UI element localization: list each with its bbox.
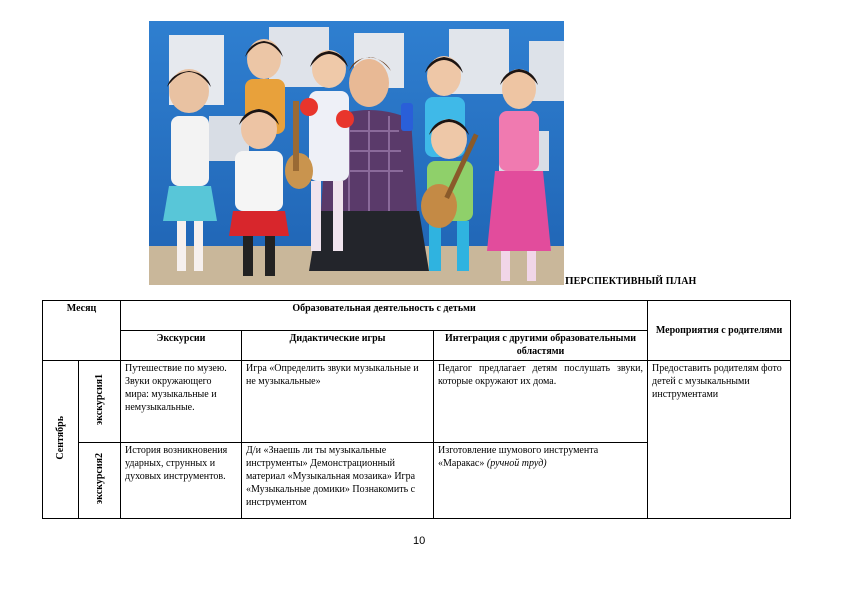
integration-cell: Педагог предлагает детям послушать звуки, которые окружают их дома. bbox=[434, 361, 648, 443]
document-heading: ПЕРСПЕКТИВНЫЙ ПЛАН bbox=[565, 275, 697, 287]
excursion-cell: Путешествие по музею. Звуки окружающего мира: музыкальные и немузыкальные. bbox=[121, 361, 242, 443]
table-row bbox=[43, 361, 791, 443]
page-number: 10 bbox=[413, 535, 426, 547]
group-photo-icon bbox=[149, 21, 564, 285]
parents-cell: Предоставить родителям фото детей с музыкальными инструментами bbox=[648, 361, 791, 519]
games-cell: Игра «Определить звуки музыкальные и не музыкальные» bbox=[242, 361, 434, 443]
header-games: Дидактические игры bbox=[242, 331, 434, 361]
header-activity: Образовательная деятельность с детьми bbox=[121, 301, 648, 331]
row-label-cell bbox=[79, 361, 121, 443]
row-label-cell bbox=[79, 443, 121, 519]
integration-cell: Изготовление шумового инструмента «Маракас» (ручной труд) bbox=[434, 443, 648, 519]
header-month: Месяц bbox=[43, 301, 121, 361]
month-label: Сентябрь bbox=[55, 415, 66, 460]
header-excursion: Экскурсии bbox=[121, 331, 242, 361]
games-cell: Д/и «Знаешь ли ты музыкальные инструменты» Демонстрационный материал «Музыкальная мозаика» Игра «Музыкальные домики» Познакомить с инструментом bbox=[242, 443, 434, 519]
header-integration: Интеграция с другими образовательными областями bbox=[434, 331, 648, 361]
month-cell bbox=[43, 361, 79, 519]
row-label: экскурсия1 bbox=[94, 373, 105, 426]
plan-table bbox=[42, 300, 791, 519]
group-photo bbox=[149, 21, 564, 285]
row-label: экскурсия2 bbox=[94, 452, 105, 505]
header-parents: Мероприятия с родителями bbox=[648, 301, 791, 361]
excursion-cell: История возникновения ударных, струнных и духовых инструментов. bbox=[121, 443, 242, 519]
